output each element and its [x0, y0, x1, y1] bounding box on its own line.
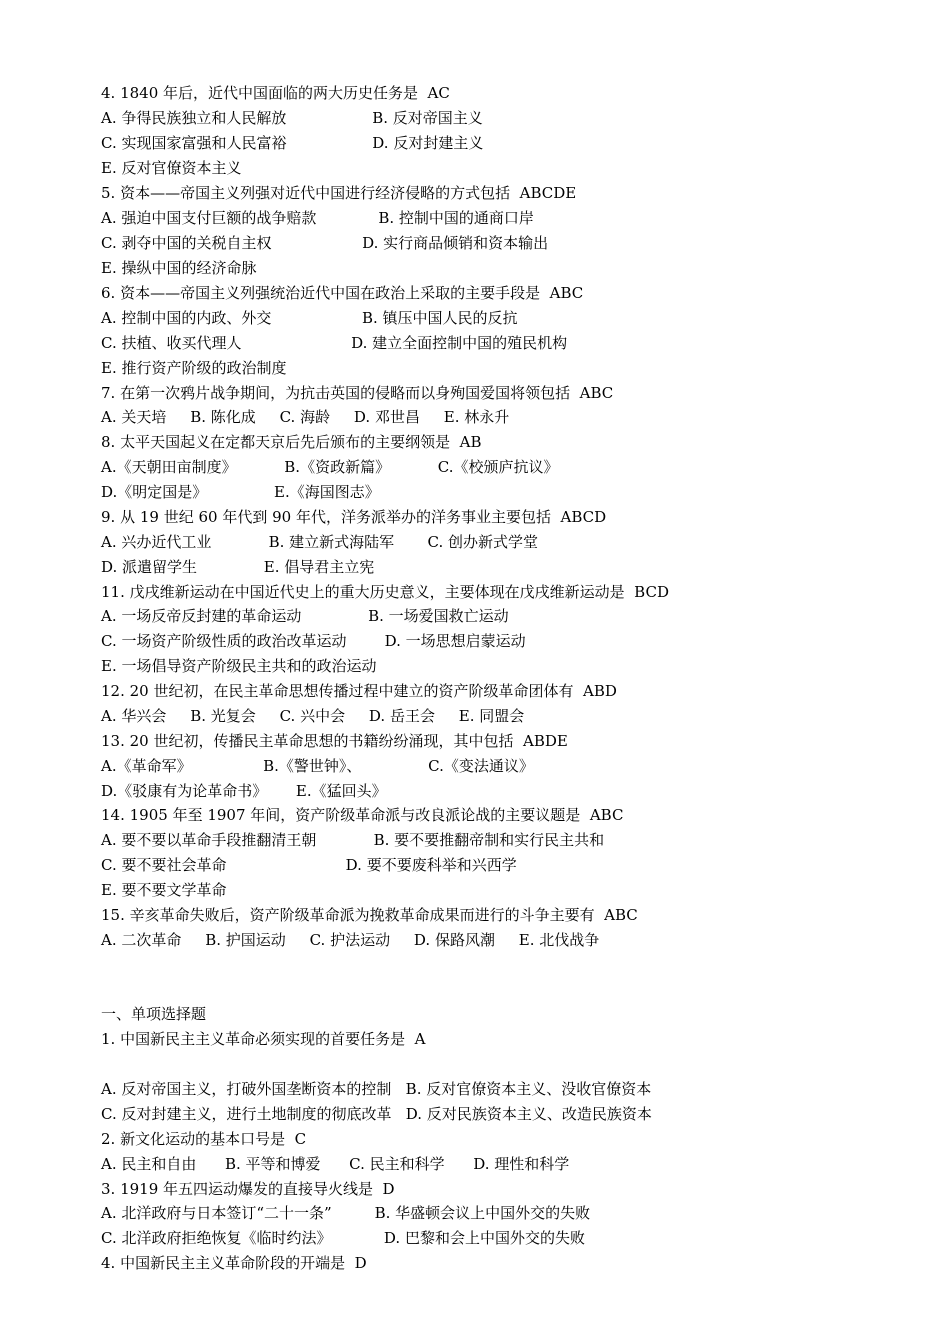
text-line: C. 一场资产阶级性质的政治改革运动 D. 一场思想启蒙运动	[101, 632, 526, 650]
text-line: 15. 辛亥革命失败后，资产阶级革命派为挽救革命成果而进行的斗争主要有 ABC	[101, 906, 638, 924]
text-line: A. 兴办近代工业 B. 建立新式海陆军 C. 创办新式学堂	[101, 533, 539, 551]
text-line: E. 推行资产阶级的政治制度	[101, 359, 287, 377]
text-line: A. 一场反帝反封建的革命运动 B. 一场爱国救亡运动	[101, 607, 509, 625]
text-line: A. 强迫中国支付巨额的战争赔款 B. 控制中国的通商口岸	[101, 209, 534, 227]
text-line: C. 实现国家富强和人民富裕 D. 反对封建主义	[101, 134, 484, 152]
text-line: A. 北洋政府与日本签订“二十一条” B. 华盛顿会议上中国外交的失败	[101, 1204, 591, 1222]
text-line: A. 华兴会 B. 光复会 C. 兴中会 D. 岳王会 E. 同盟会	[101, 707, 525, 725]
text-line: D. 派遣留学生 E. 倡导君主立宪	[101, 558, 375, 576]
text-line: A. 二次革命 B. 护国运动 C. 护法运动 D. 保路风潮 E. 北伐战争	[101, 931, 600, 949]
text-line: E. 操纵中国的经济命脉	[101, 259, 257, 277]
text-line: D.《明定国是》 E.《海国图志》	[101, 483, 380, 501]
text-line: C. 北洋政府拒绝恢复《临时约法》 D. 巴黎和会上中国外交的失败	[101, 1229, 585, 1247]
text-line: C. 反对封建主义，进行土地制度的彻底改革 D. 反对民族资本主义、改造民族资本	[101, 1105, 652, 1123]
text-line: A. 民主和自由 B. 平等和博爱 C. 民主和科学 D. 理性和科学	[101, 1155, 570, 1173]
text-line: C. 扶植、收买代理人 D. 建立全面控制中国的殖民机构	[101, 334, 568, 352]
text-line: C. 要不要社会革命 D. 要不要废科举和兴西学	[101, 856, 517, 874]
text-line: 14. 1905 年至 1907 年间，资产阶级革命派与改良派论战的主要议题是 ABC	[101, 806, 624, 824]
text-line: 4. 中国新民主主义革命阶段的开端是 D	[101, 1254, 367, 1272]
text-line: 12. 20 世纪初，在民主革命思想传播过程中建立的资产阶级革命团体有 ABD	[101, 682, 617, 700]
text-line: A. 反对帝国主义，打破外国垄断资本的控制 B. 反对官僚资本主义、没收官僚资本	[101, 1080, 652, 1098]
section-heading: 一、单项选择题	[101, 1005, 207, 1023]
text-line: A. 关天培 B. 陈化成 C. 海龄 D. 邓世昌 E. 林永升	[101, 408, 510, 426]
text-line: A. 控制中国的内政、外交 B. 镇压中国人民的反抗	[101, 309, 518, 327]
text-line: 7. 在第一次鸦片战争期间，为抗击英国的侵略而以身殉国爱国将领包括 ABC	[101, 384, 614, 402]
text-line: 8. 太平天国起义在定都天京后先后颁布的主要纲领是 AB	[101, 433, 482, 451]
text-line: A. 争得民族独立和人民解放 B. 反对帝国主义	[101, 109, 483, 127]
text-line: 13. 20 世纪初，传播民主革命思想的书籍纷纷涌现，其中包括 ABDE	[101, 732, 568, 750]
text-line: E. 要不要文学革命	[101, 881, 227, 899]
text-line: C. 剥夺中国的关税自主权 D. 实行商品倾销和资本输出	[101, 234, 549, 252]
text-line: E. 一场倡导资产阶级民主共和的政治运动	[101, 657, 377, 675]
text-line: A. 要不要以革命手段推翻清王朝 B. 要不要推翻帝制和实行民主共和	[101, 831, 605, 849]
text-line: A.《天朝田亩制度》 B.《资政新篇》 C.《校颁庐抗议》	[101, 458, 559, 476]
text-line: D.《驳康有为论革命书》 E.《猛回头》	[101, 782, 387, 800]
text-line: E. 反对官僚资本主义	[101, 159, 242, 177]
text-line: 4. 1840 年后，近代中国面临的两大历史任务是 AC	[101, 84, 450, 102]
text-line: 9. 从 19 世纪 60 年代到 90 年代，洋务派举办的洋务事业主要包括 ABCD	[101, 508, 607, 526]
text-line: 2. 新文化运动的基本口号是 C	[101, 1130, 307, 1148]
text-line: 5. 资本——帝国主义列强对近代中国进行经济侵略的方式包括 ABCDE	[101, 184, 577, 202]
text-line: 3. 1919 年五四运动爆发的直接导火线是 D	[101, 1180, 395, 1198]
text-line: 11. 戊戌维新运动在中国近代史上的重大历史意义，主要体现在戊戌维新运动是 BCD	[101, 583, 669, 601]
text-line: 6. 资本——帝国主义列强统治近代中国在政治上采取的主要手段是 ABC	[101, 284, 584, 302]
text-line: A.《革命军》 B.《警世钟》、 C.《变法通议》	[101, 757, 534, 775]
text-line: 1. 中国新民主主义革命必须实现的首要任务是 A	[101, 1030, 426, 1048]
